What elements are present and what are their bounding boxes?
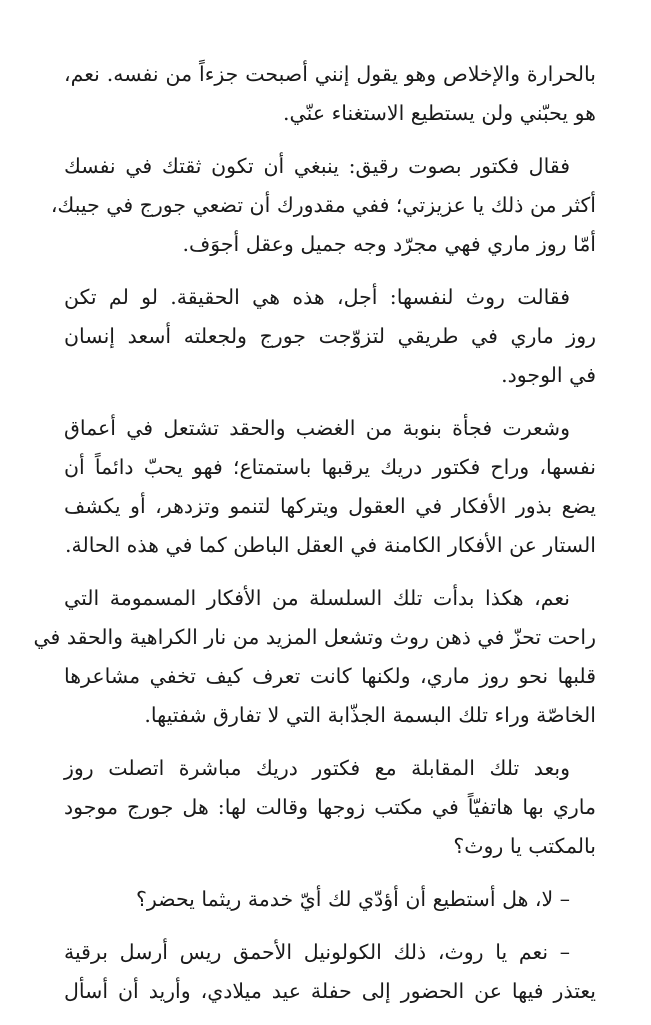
text-line: وشعرت فجأة بنوبة من الغضب والحقد تشتعل في أعماق [64,416,570,440]
text-line: راحت تحزّ في ذهن روث وتشعل المزيد من نار الكراهية والحقد في [33,625,596,649]
text-line: فقال فكتور بصوت رقيق: ينبغي أن تكون ثقتك في نفسك [64,154,570,178]
text-line: نفسها، وراح فكتور دريك يرقبها باستمتاع؛ فهو يحبّ دائماً أن [64,455,596,479]
paragraph [33,579,596,735]
paragraph [64,749,596,866]
text-line: وبعد تلك المقابلة مع فكتور دريك مباشرة اتصلت روز [64,756,570,780]
text-line: بالمكتب يا روث؟ [453,834,596,858]
paragraph [64,933,596,1011]
text-line: نعم، هكذا بدأت تلك السلسلة من الأفكار المسمومة التي [64,586,570,610]
text-line: بالحرارة والإخلاص وهو يقول إنني أصبحت جزءاً من نفسه. نعم، [64,62,596,86]
text-line: الستار عن الأفكار الكامنة في العقل الباطن كما في هذه الحالة. [64,533,596,557]
text-line: ماري بها هاتفيّاً في مكتب زوجها وقالت لها: هل جورج موجود [64,795,596,819]
text-line: – نعم يا روث، ذلك الكولونيل الأحمق ريس أرسل برقية [64,940,570,964]
text-line: قلبها نحو روز ماري، ولكنها كانت تعرف كيف تخفي مشاعرها [64,664,596,688]
text-line: هو يحبّني ولن يستطيع الاستغناء عنّي. [283,101,596,125]
text-line: في الوجود. [501,363,596,387]
paragraph [64,880,596,919]
text-line: – لا، هل أستطيع أن أؤدّي لك أيّ خدمة ريثما يحضر؟ [135,887,570,911]
paragraph [64,409,596,565]
text-line: يضع بذور الأفكار في العقول ويتركها لتنمو وتزدهر، أو يكشف [64,494,596,518]
paragraph [64,55,596,133]
text-line: الخاصّة وراء تلك البسمة الجذّابة التي لا تفارق شفتيها. [144,703,596,727]
text-line: يعتذر فيها عن الحضور إلى حفلة عيد ميلادي، وأريد أن أسأل [64,979,596,1003]
text-line: فقالت روث لنفسها: أجل، هذه هي الحقيقة. لو لم تكن [64,285,570,309]
paragraph [64,278,596,395]
text-line: أمّا روز ماري فهي مجرّد وجه جميل وعقل أجوَف. [182,232,596,256]
text-line: روز ماري في طريقي لتزوّجت جورج ولجعلته أسعد إنسان [64,324,596,348]
paragraph [50,147,596,264]
text-line: أكثر من ذلك يا عزيزتي؛ ففي مقدورك أن تضعي جورج في جيبك، [50,193,596,217]
book-page [33,55,596,1025]
